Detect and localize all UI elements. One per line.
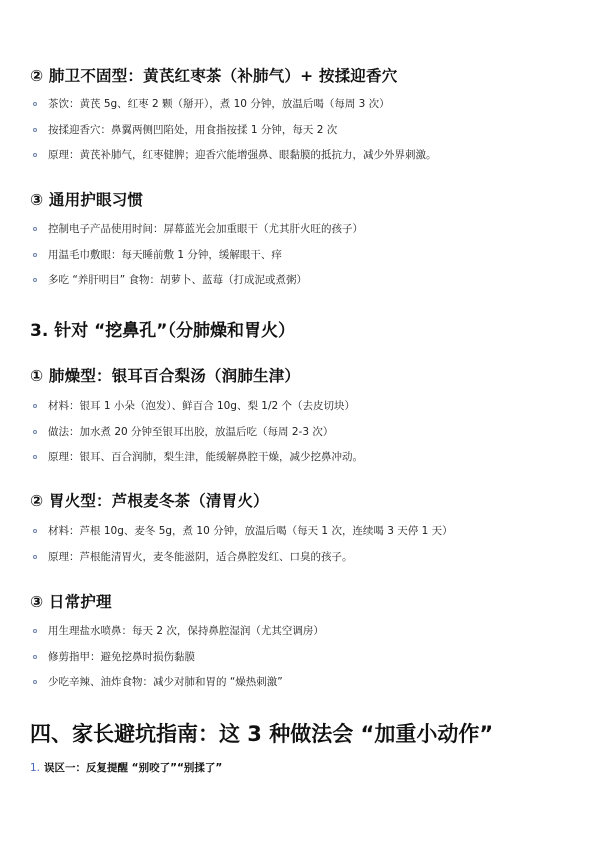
list-item: 按揉迎香穴：鼻翼两侧凹陷处，用食指按揉 1 分钟，每天 2 次 bbox=[30, 122, 437, 148]
bullet-list-lung-dryness bbox=[30, 398, 363, 475]
bullet-icon bbox=[33, 529, 37, 533]
bullet-icon bbox=[33, 655, 37, 659]
section-heading-nose-picking: 3. 针对 “挖鼻孔”（分肺燥和胃火） bbox=[30, 321, 295, 341]
list-item: 少吃辛辣、油炸食物：减少对肺和胃的 “燥热刺激” bbox=[30, 674, 324, 700]
bullet-icon bbox=[33, 455, 37, 459]
list-item: 原理：银耳、百合润肺，梨生津，能缓解鼻腔干燥，减少挖鼻冲动。 bbox=[30, 449, 363, 475]
list-item-text: 误区一：反复提醒 “别咬了”“别揉了” bbox=[44, 762, 223, 774]
bullet-list-eye-care bbox=[30, 221, 363, 298]
section-heading-eye-care: ③ 通用护眼习惯 bbox=[30, 191, 144, 209]
bullet-icon bbox=[33, 629, 37, 633]
list-item: 做法：加水煮 20 分钟至银耳出胶，放温后吃（每周 2-3 次） bbox=[30, 424, 363, 450]
bullet-list-lung-defense bbox=[30, 96, 437, 173]
section-heading-daily-care: ③ 日常护理 bbox=[30, 593, 112, 611]
bullet-icon bbox=[33, 102, 37, 106]
bullet-icon bbox=[33, 153, 37, 157]
list-item: 原理：黄芪补肺气，红枣健脾；迎香穴能增强鼻、眼黏膜的抵抗力，减少外界刺激。 bbox=[30, 147, 437, 173]
bullet-list-daily-care bbox=[30, 623, 324, 700]
chapter-heading-parent-guide: 四、家长避坑指南：这 3 种做法会 “加重小动作” bbox=[30, 722, 494, 746]
bullet-icon bbox=[33, 680, 37, 684]
list-item: 修剪指甲：避免挖鼻时损伤黏膜 bbox=[30, 649, 324, 675]
section-heading-lung-defense: ② 肺卫不固型：黄芪红枣茶（补肺气）+ 按揉迎香穴 bbox=[30, 67, 398, 85]
list-number: 1. bbox=[30, 762, 41, 774]
bullet-icon bbox=[33, 253, 37, 257]
list-item: 材料：银耳 1 小朵（泡发）、鲜百合 10g、梨 1/2 个（去皮切块） bbox=[30, 398, 363, 424]
list-item: 用生理盐水喷鼻：每天 2 次，保持鼻腔湿润（尤其空调房） bbox=[30, 623, 324, 649]
section-heading-stomach-fire: ② 胃火型：芦根麦冬茶（清胃火） bbox=[30, 492, 269, 510]
bullet-icon bbox=[33, 227, 37, 231]
list-item: 用温毛巾敷眼：每天睡前敷 1 分钟，缓解眼干、痒 bbox=[30, 247, 363, 273]
bullet-icon bbox=[33, 278, 37, 282]
list-item: 控制电子产品使用时间：屏幕蓝光会加重眼干（尤其肝火旺的孩子） bbox=[30, 221, 363, 247]
list-item: 原理：芦根能清胃火，麦冬能滋阴，适合鼻腔发红、口臭的孩子。 bbox=[30, 549, 453, 575]
section-heading-lung-dryness: ① 肺燥型：银耳百合梨汤（润肺生津） bbox=[30, 367, 301, 385]
bullet-icon bbox=[33, 404, 37, 408]
bullet-icon bbox=[33, 555, 37, 559]
ordered-list-item bbox=[30, 760, 222, 775]
list-item: 茶饮：黄芪 5g、红枣 2 颗（掰开），煮 10 分钟，放温后喝（每周 3 次） bbox=[30, 96, 437, 122]
bullet-list-stomach-fire bbox=[30, 523, 453, 574]
bullet-icon bbox=[33, 128, 37, 132]
list-item: 材料：芦根 10g、麦冬 5g，煮 10 分钟，放温后喝（每天 1 次，连续喝 3 天停 1 天） bbox=[30, 523, 453, 549]
list-item: 多吃 “养肝明目” 食物：胡萝卜、蓝莓（打成泥或煮粥） bbox=[30, 272, 363, 298]
bullet-icon bbox=[33, 430, 37, 434]
